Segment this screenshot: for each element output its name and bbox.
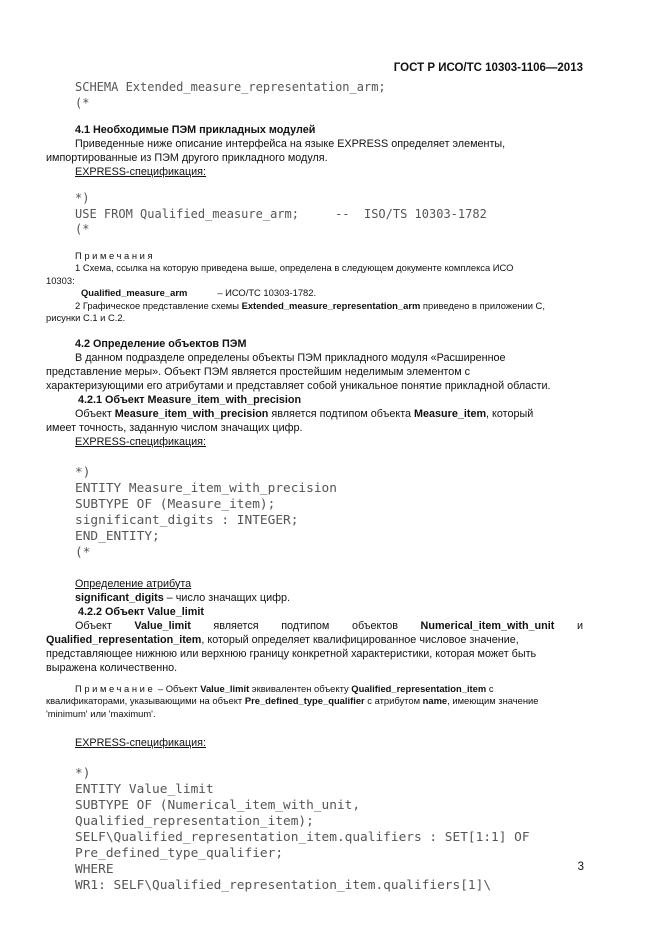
section-4-2-2-heading: 4.2.2 Объект Value_limit [78, 605, 204, 618]
note-1-reference: Qualified_measure_arm – ИСО/ТС 10303-1782. [81, 287, 317, 298]
express-spec-label: EXPRESS-спецификация: [75, 166, 207, 178]
document-header: ГОСТ Р ИСО/ТС 10303-1106—2013 [393, 62, 583, 74]
notes-heading: Примечания [75, 249, 156, 261]
code-measure-item-with-precision: *) ENTITY Measure_item_with_precision SUBTYPE OF (Measure_item); significant_digits : INTEGER; END_ENTITY; (* [75, 464, 337, 560]
page-number: 3 [577, 861, 584, 873]
attribute-definition-label: Определение атрибута [75, 577, 192, 590]
express-spec-label-3: EXPRESS-спецификация: [75, 737, 207, 749]
attribute-significant-digits: significant_digits – число значащих цифр. [75, 591, 291, 604]
section-4-2-2-line-1: Объект Value_limit является подтипом объектов Numerical_item_with_unit и [75, 619, 583, 632]
note-3-cont-2: 'minimum' или 'maximum'. [46, 707, 156, 719]
section-4-2-text: В данном подразделе определены объекты ПЭМ прикладного модуля «Расширенное [75, 351, 506, 364]
section-4-2-text-3: характеризующими его атрибутами и представляет собой уникальное понятие прикладной области. [46, 379, 551, 392]
note-1: 1 Схема, ссылка на которую приведена выше, определена в следующем документе комплекса ИСО [75, 262, 514, 273]
section-4-1-heading: 4.1 Необходимые ПЭМ прикладных модулей [75, 124, 316, 136]
code-use-from: *) USE FROM Qualified_measure_arm; -- ISO/TS 10303-1782 (* [75, 191, 487, 236]
section-4-1-text: Приведенные ниже описание интерфейса на языке EXPRESS определяет элементы, [75, 138, 506, 150]
section-4-2-1-text-cont: имеет точность, заданную числом значащих цифр. [46, 421, 303, 434]
section-4-2-1-text: Объект Measure_item_with_precision является подтипом объекта Measure_item, который [75, 407, 534, 420]
section-4-2-text-2: представление меры». Объект ПЭМ является простейшим неделимым элементом с [46, 365, 471, 378]
note-3-cont: квалификаторами, указывающими на объект Pre_defined_type_qualifier с атрибутом name, имеющим значение [46, 695, 539, 706]
section-4-2-2-line-3: представляющее нижнюю или верхнюю границу конкретной характеристики, которая может быть [46, 647, 537, 660]
section-4-2-2-line-2: Qualified_representation_item, который определяет квалифицированное числовое значение, [46, 633, 519, 646]
code-value-limit: *) ENTITY Value_limit SUBTYPE OF (Numerical_item_with_unit, Qualified_representation_item); SELF\Qualified_representation_item.qualifiers : SET[1:1] OF Pre_defined_type_qualifier; WHERE WR1: SELF\Qualified_representation_item.qualifiers[1]\ [75, 766, 530, 893]
section-4-2-1-heading: 4.2.1 Объект Measure_item_with_precision [78, 393, 302, 406]
note-1-cont: 10303: [46, 274, 75, 286]
express-spec-label-2: EXPRESS-спецификация: [75, 435, 207, 448]
section-4-1-text-cont: импортированные из ПЭМ другого прикладного модуля. [46, 152, 328, 164]
note-3: Примечание – Объект Value_limit эквивалентен объекту Qualified_representation_item с [75, 682, 494, 694]
section-4-2-heading: 4.2 Определение объектов ПЭМ [75, 337, 247, 350]
code-schema: SCHEMA Extended_measure_representation_arm; (* [75, 80, 386, 110]
section-4-2-2-line-4: выражена количественно. [46, 661, 178, 674]
page-content [46, 80, 583, 894]
note-2: 2 Графическое представление схемы Extended_measure_representation_arm приведено в приложении С, [75, 299, 545, 311]
note-2-cont: рисунки С.1 и С.2. [46, 312, 126, 323]
